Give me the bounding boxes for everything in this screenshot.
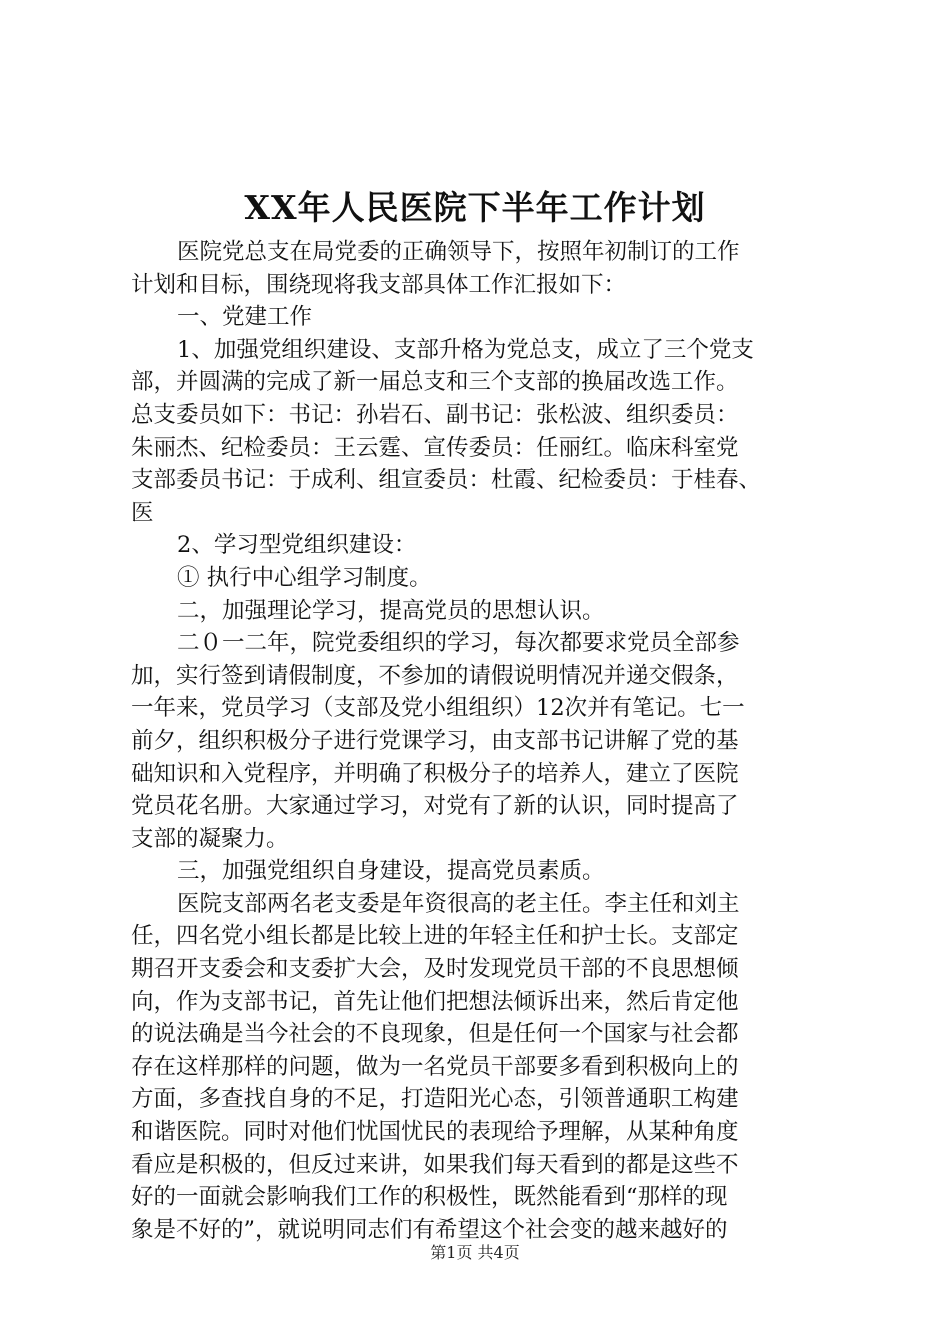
paragraph-line: 和谐医院。同时对他们忧国忧民的表现给予理解，从某种角度 [131, 1119, 739, 1146]
paragraph-line: 加，实行签到请假制度，不参加的请假说明情况并递交假条， [131, 662, 739, 689]
document-body [131, 236, 841, 1246]
paragraph-line: 存在这样那样的问题，做为一名党员干部要多看到积极向上的 [131, 1053, 739, 1080]
paragraph-line: 前夕，组织积极分子进行党课学习，由支部书记讲解了党的基 [131, 727, 739, 754]
paragraph-line: 医院党总支在局党委的正确领导下，按照年初制订的工作 [177, 239, 740, 265]
paragraph-line: 医 [131, 499, 154, 526]
paragraph-line: 的说法确是当今社会的不良现象，但是任何一个国家与社会都 [131, 1021, 739, 1048]
paragraph-line: 计划和目标，围绕现将我支部具体工作汇报如下： [131, 271, 627, 298]
paragraph-line: 党员花名册。大家通过学习，对党有了新的认识，同时提高了 [131, 793, 739, 820]
paragraph-line: 医院支部两名老支委是年资很高的老主任。李主任和刘主 [177, 890, 740, 917]
section-heading: 2、学习型党组织建设： [177, 532, 417, 559]
paragraph-line: 看应是积极的，但反过来讲，如果我们每天看到的都是这些不 [131, 1151, 739, 1178]
paragraph-line: 朱丽杰、纪检委员：王云霆、宣传委员：任丽红。临床科室党 [131, 434, 739, 461]
page-number: 第1页 共4页 [430, 1243, 520, 1262]
paragraph-line: 象是不好的”，就说明同志们有希望这个社会变的越来越好的 [131, 1216, 728, 1243]
section-heading: 二，加强理论学习，提高党员的思想认识。 [177, 597, 605, 624]
paragraph-line: 础知识和入党程序，并明确了积极分子的培养人，建立了医院 [131, 760, 739, 787]
paragraph-line: 二０一二年，院党委组织的学习，每次都要求党员全部参 [177, 630, 740, 657]
paragraph-line: ① 执行中心组学习制度。 [177, 564, 432, 591]
paragraph-line: 好的一面就会影响我们工作的积极性，既然能看到“那样的现 [131, 1184, 728, 1211]
paragraph-line: 一年来，党员学习（支部及党小组组织）12次并有笔记。七一 [131, 695, 745, 722]
paragraph-line: 向，作为支部书记，首先让他们把想法倾诉出来，然后肯定他 [131, 988, 739, 1015]
paragraph-line: 任，四名党小组长都是比较上进的年轻主任和护士长。支部定 [131, 923, 739, 950]
paragraph-line: 1、加强党组织建设、支部升格为党总支，成立了三个党支 [177, 336, 754, 363]
paragraph-line: 期召开支委会和支委扩大会，及时发现党员干部的不良思想倾 [131, 956, 739, 983]
section-heading: 三，加强党组织自身建设，提高党员素质。 [177, 858, 605, 885]
paragraph-line: 支部的凝聚力。 [131, 825, 289, 852]
paragraph-line: 总支委员如下：书记：孙岩石、副书记：张松波、组织委员： [131, 401, 739, 428]
paragraph-line: 部，并圆满的完成了新一届总支和三个支部的换届改选工作。 [131, 369, 739, 396]
paragraph-line: 方面，多查找自身的不足，打造阳光心态，引领普通职工构建 [131, 1086, 739, 1113]
section-heading: 一、党建工作 [177, 304, 313, 331]
paragraph-line: 支部委员书记：于成利、组宣委员：杜霞、纪检委员：于桂春、 [131, 467, 762, 494]
document-title: XX年人民医院下半年工作计划 [244, 188, 706, 227]
